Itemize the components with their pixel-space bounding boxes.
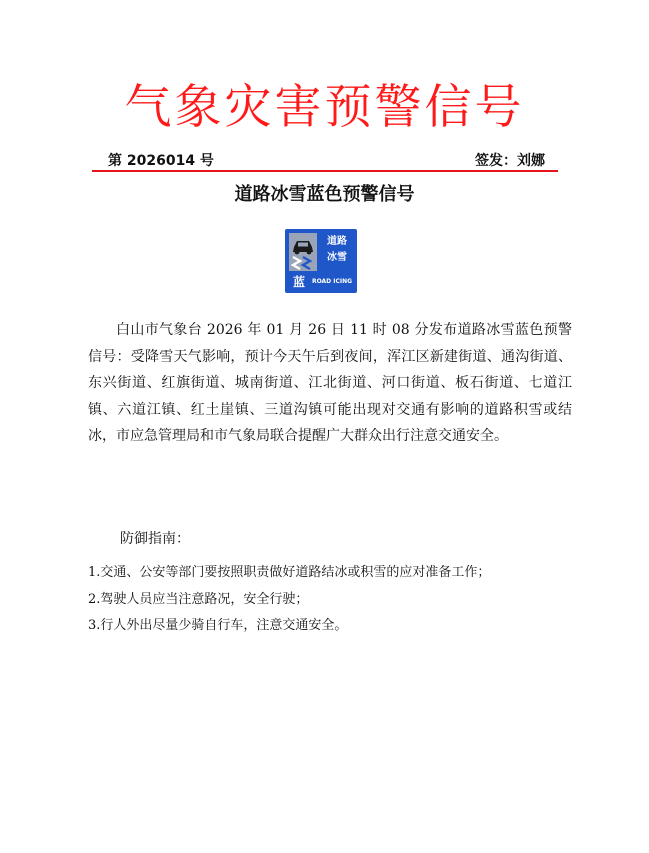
guide-list: [88, 560, 588, 640]
warning-body: 白山市气象台 2026 年 01 月 26 日 11 时 08 分发布道路冰雪蓝色预警信号：受降雪天气影响，预计今天午后到夜间，浑江区新建街道、通沟街道、东兴街道、红旗街道、城南街道、江北街道、河口街道、板石街道、七道江镇、六道江镇、红土崖镇、三道沟镇可能出现对交通有影响的道路积雪或结冰，市应急管理局和市气象局联合提醒广大群众出行注意交通安全。: [88, 322, 572, 445]
guide-heading: 防御指南：: [120, 531, 190, 547]
badge-label-zh: [320, 234, 354, 266]
guide-item: 1.交通、公安等部门要按照职责做好道路结冰或积雪的应对准备工作；: [88, 565, 491, 580]
badge-label-line1: 道路: [327, 236, 347, 247]
badge-label-line2: 冰雪: [327, 252, 347, 263]
issue-meta-row: [108, 152, 545, 170]
guide-item: 3.行人外出尽量少骑自行车，注意交通安全。: [88, 618, 348, 633]
badge-level: 蓝: [292, 275, 305, 289]
road-icing-icon: [289, 233, 317, 271]
issue-number: 第 2026014 号: [108, 153, 214, 169]
red-divider: [92, 170, 558, 172]
masthead-title: 气象灾害预警信号: [124, 80, 525, 135]
warning-badge: [285, 229, 357, 293]
document-title: 道路冰雪蓝色预警信号: [234, 184, 415, 205]
signer: 签发：刘娜: [475, 153, 545, 169]
guide-item: 2.驾驶人员应当注意路况，安全行驶；: [88, 591, 309, 607]
badge-label-en: ROAD ICING: [311, 278, 353, 285]
